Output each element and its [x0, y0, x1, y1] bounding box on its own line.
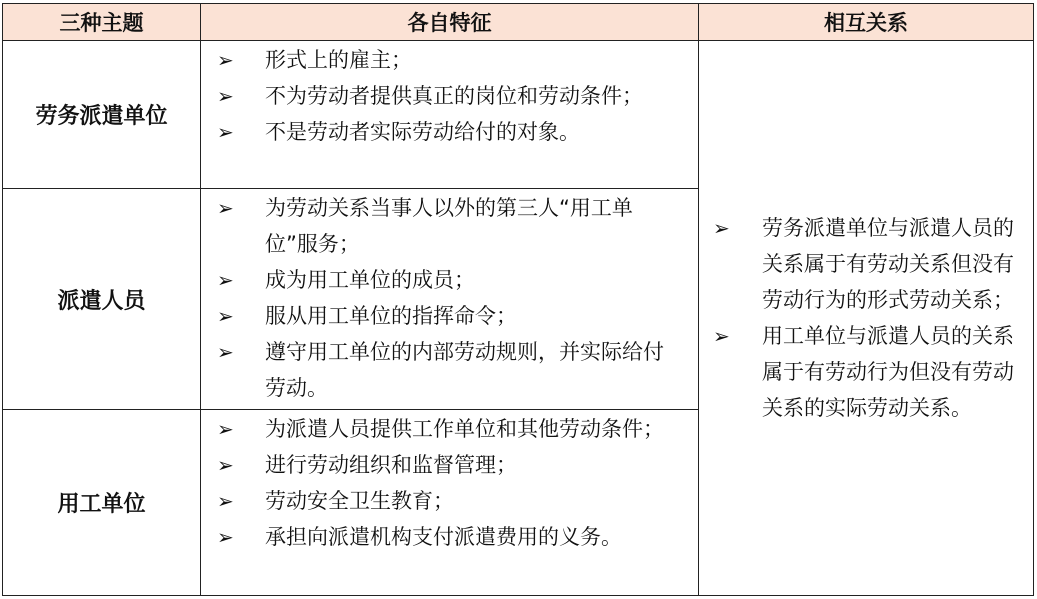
feature-text: 为派遣人员提供工作单位和其他劳动条件； [265, 417, 664, 441]
feature-item [201, 298, 680, 334]
features-dispatched-staff [201, 189, 699, 410]
feature-text: 形式上的雇主； [265, 48, 412, 72]
arrow-bullet-icon: ➢ [217, 304, 234, 328]
arrow-bullet-icon: ➢ [217, 340, 234, 364]
arrow-bullet-icon: ➢ [217, 84, 234, 108]
subject-employer: 用工单位 [3, 410, 201, 596]
header-row [3, 4, 1034, 41]
feature-text: 不是劳动者实际劳动给付的对象。 [265, 120, 580, 144]
features-dispatch-agency [201, 41, 699, 189]
feature-text: 为劳动关系当事人以外的第三人“用工单位”服务； [265, 196, 633, 256]
relation-item [699, 210, 1025, 318]
feature-text: 服从用工单位的指挥命令； [265, 304, 517, 328]
subject-dispatched-staff: 派遣人员 [3, 189, 201, 410]
arrow-bullet-icon: ➢ [217, 417, 234, 441]
labor-dispatch-table [2, 3, 1034, 596]
relation-text: 用工单位与派遣人员的关系属于有劳动行为但没有劳动关系的实际劳动关系。 [762, 324, 1014, 420]
arrow-bullet-icon: ➢ [217, 120, 234, 144]
features-employer [201, 410, 699, 596]
feature-item [201, 411, 680, 447]
feature-item [201, 42, 680, 78]
feature-item [201, 483, 680, 519]
feature-item [201, 447, 680, 483]
row-dispatch-agency [3, 41, 1034, 189]
arrow-bullet-icon: ➢ [713, 324, 730, 348]
header-features: 各自特征 [201, 4, 699, 41]
arrow-bullet-icon: ➢ [713, 216, 730, 240]
feature-text: 劳动安全卫生教育； [265, 489, 454, 513]
feature-list [201, 41, 698, 150]
feature-text: 成为用工单位的成员； [265, 268, 475, 292]
relation-text: 劳务派遣单位与派遣人员的关系属于有劳动关系但没有劳动行为的形式劳动关系； [762, 216, 1014, 312]
arrow-bullet-icon: ➢ [217, 453, 234, 477]
arrow-bullet-icon: ➢ [217, 196, 234, 220]
feature-list [201, 410, 698, 555]
header-relations: 相互关系 [699, 4, 1034, 41]
header-subjects: 三种主题 [3, 4, 201, 41]
feature-list [201, 189, 698, 406]
relation-list [699, 210, 1033, 426]
feature-text: 承担向派遣机构支付派遣费用的义务。 [265, 525, 622, 549]
arrow-bullet-icon: ➢ [217, 489, 234, 513]
feature-item [201, 190, 680, 262]
arrow-bullet-icon: ➢ [217, 525, 234, 549]
feature-text: 进行劳动组织和监督管理； [265, 453, 517, 477]
feature-item [201, 334, 680, 406]
feature-text: 不为劳动者提供真正的岗位和劳动条件； [265, 84, 643, 108]
feature-item [201, 114, 680, 150]
feature-item [201, 78, 680, 114]
arrow-bullet-icon: ➢ [217, 48, 234, 72]
subject-dispatch-agency: 劳务派遣单位 [3, 41, 201, 189]
relation-item [699, 318, 1025, 426]
feature-item [201, 519, 680, 555]
relation-cell [699, 41, 1034, 596]
arrow-bullet-icon: ➢ [217, 268, 234, 292]
feature-text: 遵守用工单位的内部劳动规则，并实际给付劳动。 [265, 340, 664, 400]
feature-item [201, 262, 680, 298]
